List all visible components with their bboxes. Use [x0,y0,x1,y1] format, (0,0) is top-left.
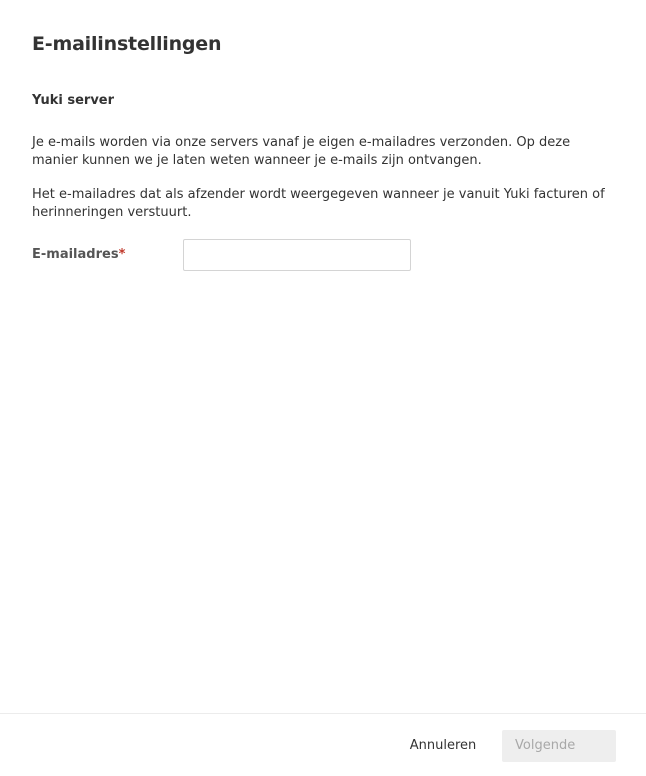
cancel-button[interactable]: Annuleren [400,730,486,762]
email-label-text: E-mailadres [32,247,119,262]
description-paragraph-1: Je e-mails worden via onze servers vanaf je eigen e-mailadres verzonden. Op deze manier kunnen we je laten weten wanneer je e-mails zijn ontvangen. [32,135,571,168]
email-field-row [32,239,412,271]
next-button[interactable]: Volgende [502,730,616,762]
dialog-footer [0,713,646,776]
email-label [32,246,125,264]
required-mark: * [118,247,126,262]
description-paragraph-2: Het e-mailadres dat als afzender wordt weergegeven wanneer je vanuit Yuki facturen of herinneringen verstuurt. [32,187,605,220]
dialog-title: E-mailinstellingen [32,33,222,55]
section-title: Yuki server [32,93,115,108]
email-input[interactable] [183,239,411,271]
